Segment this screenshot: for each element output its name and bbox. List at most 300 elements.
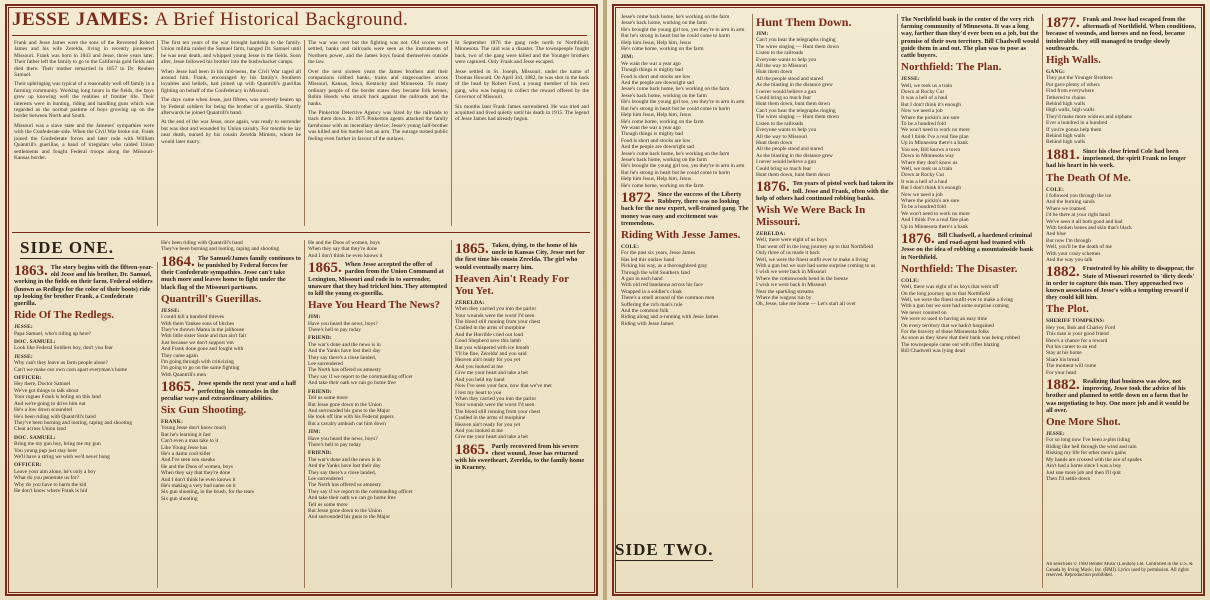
lyrics-block [1046,75,1196,145]
track-blurb: The Samuel/James family continues to be punished by Federal forces for their Confederate sympathies. Jesse can't take much more and leaves home to fight under the black flag of the Missouri partisans. [161,254,301,291]
lyric-line: As soon as they knew that their bank was being robbed [901,335,1020,342]
lyric-line: He and the Doos of women, boys [161,463,234,470]
lyric-line: When they carried you into the parlor [455,306,537,313]
lyric-line: With a gun but we sure had some surprise coming to us [756,262,876,269]
speaker: OFFICER: [14,462,42,469]
lyric-line: Give me your heart and take a bet [455,434,528,441]
lyric-line: Wrapped in a soldier's cloak [621,288,682,295]
lyric-line: Picking his way, as a thoroughbred gray [621,263,708,270]
lyrics-col-8 [1046,14,1196,558]
speaker: JESSE: [1046,431,1065,438]
lyric-line: Hunt them down [756,69,793,76]
lyric-line: I never would believe a gun [756,159,817,166]
lyric-line: Find from everywhere [1046,88,1095,95]
lyrics-block [1046,437,1196,482]
lyric-line: He's come home, working on the farm [621,46,704,53]
lyric-line: Share his bread [1046,356,1080,363]
lyric-line: And you looked at me [455,427,503,434]
lyrics-block [756,37,894,178]
track-title: High Walls. [1046,54,1101,67]
lyric-line: With your crazy schemes [1046,250,1101,257]
lyric-line: Only three of us made it back [756,250,820,257]
speaker: JIM: [308,314,321,321]
lyric-line: Through the wild Southern land [621,269,690,276]
lyric-line: Bill Chadwell was lying dead [901,348,965,355]
lyric-line: Cradled in the arms of morphine [455,325,526,332]
lyric-line: Behind high walls [1046,139,1086,146]
speaker: COLE: [1046,186,1065,193]
lyric-line: They say there's a close landed, [308,469,377,476]
track-year: 1865. [455,441,489,458]
lyrics-col-5 [621,14,749,588]
lyric-line: And the people are downright sad [621,144,694,151]
lyric-line: Leave your aim alone, he's only a boy [14,468,96,475]
lyric-line: And the people are downright sad [621,80,694,87]
lyric-line: For so long now I've been a-plot riding [1046,437,1131,444]
history-paragraph: Six months later Frank James surrendered. He was tried and acquitted and lived quietly until his death in 1915. The legend of Jesse James had already begun. [455,103,589,123]
column-divider [451,240,452,588]
lyric-line: Jesse's come back home, he's working on the farm [621,86,730,93]
lyric-line: Good Shepherd save this lamb [455,338,521,345]
lyric-line: And the Yanks have lost their day [308,348,381,355]
lyric-line: There's hell to pay today [308,327,362,334]
lyric-line: Put his career to an end [1046,344,1097,351]
track-title: Northfield: The Plan. [901,61,1002,74]
track-year: 1882. [1046,377,1080,394]
track-blurb: The story begins with the fifteen-year-old Jesse and his brother, Dr. Samuel, working in the fields on their farm. Federal soldiers (known as Redlegs for the color of their boots) ride up looking for brother Frank, a Confederate guerilla. [14,264,154,308]
speaker: FRIEND: [308,335,332,342]
lyric-line: We won't need to work no more [901,127,970,134]
lyrics-block [901,83,1039,230]
history-paragraph: Over the next sixteen years the James brothers and their companions robbed banks, trains and stagecoaches across Missouri, Kansas, Iowa, Kentucky and Minnesota. To many ordinary people of the border states they became folk heroes, Robin Hoods who struck back against the railroads and the banks. [308,68,448,107]
history-col-2 [161,40,301,228]
lyric-line: Riding along and a-running with Jesse James [621,314,719,321]
lyric-line: Why do you have to harm the kid [14,481,87,488]
lyric-line: Help him Jesus, Help him, Jesus [621,112,691,119]
lyric-line: For your head [1046,369,1077,376]
lyric-line: Food is short and stocks are low [621,73,691,80]
track-title: The Death Of Me. [1046,171,1131,184]
lyric-line: All the way to Missouri [756,133,808,140]
lyric-line: They came again [161,352,198,359]
lyric-line: Everyone wants to help you [756,56,817,63]
history-paragraph: The first ten years of the war brought hardship to the family. Union militia raided the Samuel farm, hanged Dr. Samuel until he was near death, and whipped young Jesse in the fields. Soon after, Jesse followed his brother into the bushwhacker camps. [161,40,301,66]
lyric-line: Here's a chance for a reward [1046,337,1108,344]
column-divider [304,40,305,226]
track-title: Have You Heard The News? [308,299,440,312]
lyric-line: Give me your heart and take a bet [455,370,528,377]
speaker: ZERELDA: [756,230,786,237]
lyric-line: The war's done and the news is in [308,456,381,463]
lyric-line: When they say that they're done [161,470,231,477]
lyric-line: Hunt them down, hunt them down [756,171,830,178]
lyric-line: On the long journey up to that Northfield [901,290,990,297]
lyric-line: On every territory that we hadn't bargained [901,322,994,329]
track-year: 1877. [1046,15,1080,31]
lyric-line: Can't you hear the telegraphs ringing [756,37,836,44]
title-main: JESSE JAMES [12,9,143,30]
lyric-line: Have you heard the news, boys? [308,320,378,327]
lyric-line: Can't you hear the telegraphs ringing [756,107,836,114]
lyric-line: There's a smell around of the common men [621,295,715,302]
lyric-line: Young Jesse don't know much [161,425,227,432]
lyric-line: Now we need a job [901,191,943,198]
lyric-line: The wires singing — Hunt them down [756,114,839,121]
lyric-line: This man is your good friend [1046,331,1109,338]
lyric-line: Listen to the railroads [756,50,804,57]
speaker: JIM: [621,54,634,61]
lyric-line: Now I've seen your face, now that we've met [455,383,552,390]
lyric-line: Ain't had a home since I was a boy [1046,463,1122,470]
lyric-line: He's brought the young girl too, yes they're in arm in arm [621,163,745,170]
history-paragraph: The Pinkerton Detective Agency was hired by the railroads to track them down. In 1875 Pinkerton agents attacked the family farmhouse with an incendiary device; Jesse's young half-brother was killed and his mother lost an arm. The outrage turned public feeling even further in favour of the outlaws. [308,110,448,142]
lyric-line: Six gun shooting, in the brush, for the tears [161,489,255,496]
lyrics-block [756,237,894,307]
lyric-line: Six gun shooting [161,495,198,502]
track-year: 1865. [308,260,342,277]
lyric-line: He's brought the young girl too, yes they're in arm in arm [621,26,745,33]
lyric-line: Where the pickin's are sure [901,114,960,121]
lyric-line: We've seen it all both good and bad [1046,218,1123,225]
lyric-line: Suffering the rich man's rule [621,301,683,308]
track-blurb: The Northfield bank in the center of the very rich farming community of Minnesota. It was a long way, farther than they'd ever been on a job, but the promise of their own territory. Bill Chadwell would guide them in and out. The plan was to pose as cattle buyers. [901,16,1039,60]
lyric-line: It was a hell of a haul [901,95,948,102]
lyric-line: I wish we were back in Missouri [756,269,827,276]
lyric-line: Cradled in the arms of morphine [455,415,526,422]
track-title: One More Shot. [1046,416,1121,429]
lyric-line: And Frank done gone and fought with [161,346,244,353]
right-panel [607,0,1210,600]
lyric-line: Near the sparkling streams [756,288,814,295]
lyric-line: My hands are crossed with the ace of spades [1046,456,1142,463]
track-title: Six Gun Shooting. [161,403,247,416]
lyric-line: Ever a hundred in a hundred [1046,120,1108,127]
lyric-line: But Jesse gone down to the Union [308,401,382,408]
page-title: JESSE JAMES: A Brief Historical Background. [12,9,587,36]
lyric-line: Bring me my gun boy, bring me my gun [14,441,101,448]
lyric-line: Have you heard the news, boys? [308,435,378,442]
lyric-line: Your wounds were the worst I'd seen [455,312,535,319]
lyric-line: Well, we were the finest outfit ever to make a living [756,256,868,263]
lyric-line: All the people stood and stared [756,75,823,82]
track-title: Heaven Ain't Ready For You Yet. [455,272,569,297]
lyric-line: The war's done and the news is in [308,341,381,348]
speaker: DOC. SAMUEL: [14,434,56,441]
track-blurb: Realizing that business was slow, not improving, Jesse took the advice of his brother and planned to settle down on a farm that he was negotiating to buy. One more job and it would be all over. [1046,378,1190,414]
lyric-line: And the way you talk [1046,256,1093,263]
lyric-line: Where they don't know us [901,159,958,166]
lyric-line: With Quantrill's men [161,371,207,378]
lyric-line: He don't know where Frank is hid [14,487,88,494]
lyric-line: Has led this outlaw band [621,256,675,263]
lyric-line: Where the wagons run by [756,295,812,302]
lyric-line: He and the Doos of women, boys [308,240,381,246]
lyric-line: The blood still running from your chest [455,319,541,326]
lyric-line: We want the war a year ago [621,60,681,67]
lyric-line: But he's strong in heart but he could come to harm [621,105,730,112]
lyric-line: They'd make more widows and orphans [1046,113,1132,120]
lyric-line: The wires singing — Hunt them down [756,43,839,50]
lyric-line: Hey there, Doctor Samuel [14,381,71,388]
lyric-line: With little sister Susie and that ain't fair [161,333,247,340]
lyric-line: Look like Federal Soldiers boy, don't you fear [14,345,113,352]
track-year: 1876. [756,179,790,196]
history-col-3 [308,40,448,228]
track-year: 1863. [14,263,48,279]
lyric-line: You see, Bill knows a town [901,146,961,153]
track-year: 1881. [1046,146,1080,163]
history-paragraph: The days came when Jesse, just fifteen, was severely beaten up by Federal soldiers for being the brother of a guerilla. Shortly afterwards he joined Quantrill's band. [161,97,301,117]
lyric-line: When they say that they're done [308,246,378,253]
lyric-line: I'm going to go on the same fighting [161,365,240,372]
history-paragraph: Frank and Jesse James were the sons of the Reverend Robert James and his wife Zerelda, living in recently pioneered Missouri. Frank was born in 1843 and Jesse, three years later. Their father left the family to go to the California gold fields and died there. Their mother remarried in 1857 to Dr. Reuben Samuel. [14,40,154,79]
lyric-line: Your wounds were the worst I'd seen [455,402,535,409]
lyric-line: Well, there were eight of us boys [756,237,827,244]
lyric-line: Where the cottonwoods bend in the breeze [756,275,848,282]
speaker: JIM: [308,429,321,436]
lyric-line: But he's strong in heart but he could come to harm [621,33,730,40]
history-paragraph: When Jesse had been in his mid-teens, the Civil War raged all around him. Frank, encouraged by his family's Southern loyalties and beliefs, had joined up with Quantrill's guerillas fighting on behalf of the Confederacy in Missouri. [161,68,301,94]
column-divider [897,14,898,588]
lyric-line: And the common folk [621,308,669,315]
lyric-line: To be a hundred fold [901,204,946,211]
speaker: GANG: [1046,69,1065,76]
speaker: FRANK: [161,418,184,425]
lyric-line: You young pup just stay here [14,447,77,454]
lyric-line: But he's learning it fast [161,431,211,438]
lyric-line: And you held my hand [455,376,505,383]
lyric-line: And we're going to drive him out [14,400,86,407]
lyric-line: He's brought the young girl too, yes they're in arm in arm [621,99,745,106]
lyric-line: He's making a very bad name on it [161,482,236,489]
lyrics-block [161,425,301,502]
lyric-line: And the burning sands [1046,199,1095,206]
left-panel [0,0,603,600]
lyric-line: Well, you'll be the death of me [1046,244,1112,251]
track-year: 1864. [161,253,195,270]
track-blurb: When Jesse accepted the offer of pardon from the Union Command at Lexington, Missouri and rode in to surrender, unaware that they had tricked him. They attempted to kill the young ex-guerilla. [308,261,447,298]
lyric-line: And the Yanks have lost their day [308,463,381,470]
lyric-line: Jesse's back home, working on the farm [621,156,707,163]
lyric-line: I could kill a hundred thieves [161,314,225,321]
lyrics-block [161,314,301,378]
lyric-line: Where we roamed [1046,205,1086,212]
lyrics-col-7 [901,14,1039,588]
lyric-line: The North has offered us amnesty [308,482,382,489]
lyrics-col-4 [455,240,589,588]
lyric-line: As the blasting in the distance grew [756,82,833,89]
lyric-line: They've been burning and looting, raping and shooting [14,419,133,426]
track-title: Ride Of The Redlegs. [14,309,115,322]
lyrics-block [455,306,589,441]
lyric-line: Down at Rocky Cut [901,89,944,96]
column-divider [157,262,158,588]
lyric-line: He's come home, working on the farm [621,182,704,189]
lyric-line: But he's strong in heart but he could come to harm [621,169,730,176]
lyric-line: He's been riding with Quantrill's band [14,413,96,420]
lyric-line: They've been burning and looting, raping and shooting [161,246,280,253]
track-blurb: Taken, dying, to the home of his uncle in Kansas City, Jesse met for the first time his cousin Zerelda. The girl who would eventually marry him. [455,242,585,271]
lyric-line: And the Horrible cried out loud [455,331,524,338]
lyric-line: I'd be there at your right hand [1046,212,1110,219]
lyric-line: Where the pickin's are sure [901,197,960,204]
speaker: JESSE: [14,324,33,331]
speaker: DOC. SAMUEL: [14,339,56,346]
lyric-line: And you looked at me [455,363,503,370]
speaker: JIM: [756,31,769,37]
lyric-line: We want the war a year ago [621,124,681,131]
lyric-line: He's been riding with Quantrill's band [161,240,243,246]
lyric-line: With broken bones and skin that's black [1046,224,1132,231]
track-year: 1876. [901,230,935,247]
speaker: COLE: [621,243,640,250]
lyric-line: And surrounded his guns to the Major [308,514,391,521]
lyrics-col-3 [308,240,448,588]
lyric-line: Help him Jesus, Help him, Jesus [621,39,691,46]
column-divider [752,14,753,588]
column-divider [451,40,452,226]
track-year: 1882. [1046,264,1080,281]
lyric-line: We were so used to having an easy time [901,316,988,323]
lyric-line: And blue [1046,231,1066,238]
lyric-line: Though things is mighty bad [621,131,683,138]
lyric-line: Can't we make our own corn apart everyman's home [14,366,128,373]
track-title: Quantrill's Guerillas. [161,292,262,305]
lyric-line: Tell us some more [308,395,348,402]
lyric-line: Oh, Jesse, take me home — Let's start all over [756,301,856,308]
track-title: Wish We Were Back In Missouri. [756,203,866,228]
lyric-line: And take their oath we can go home free [308,495,396,502]
track-blurb: Jesse spends the next year and a half perfecting his comrades in the peculiar ways and extraordinary abilities. [161,380,297,402]
history-paragraph: At the end of the war Jesse, once again, was ready to surrender but was shot and wounded by Union cavalry. For months he lay near death, nursed by his cousin Zerelda Mimms, whom he would later marry. [161,119,301,145]
column-divider [1042,14,1043,588]
lyric-line: Jesse's back home, working on the farm [621,20,707,27]
history-col-4 [455,40,589,228]
speaker: OFFICER: [14,375,42,382]
lyric-line: But you whispered with ice breath [455,344,530,351]
lyric-line: I never would believe a gun [756,88,817,95]
lyric-line: Down in Minnesota way [901,153,955,160]
speaker: JESSE: [901,76,920,83]
track-blurb: Partly recovered from his severe chest wound, Jesse has returned with his sweetheart, Zerelda, to the family home in Kearney. [455,442,585,472]
lyric-line: Could bring so much fear [756,165,812,172]
lyric-line: He took off line with his Federal papers [308,414,394,421]
lyric-line: They put the Younger Brothers [1046,75,1113,82]
lyric-line: We've got things to talk about [14,387,79,394]
lyric-line: A gun in each hand [621,276,663,283]
lyric-line: Tethered to chains [1046,94,1086,101]
speaker: COLE: [901,277,920,284]
section-rule [12,232,590,233]
lyric-line: Just because we don't support 'em [161,339,234,346]
lyric-line: And surrounded his guns to the Major [308,407,391,414]
lyric-line: But a cavalry ambush cut him down [308,420,386,427]
lyric-line: All the people stood and stared [756,146,823,153]
lyric-line: Lee surrendered [308,361,343,368]
lyric-line: They say if we report to the commanding officer [308,373,413,380]
lyric-line: Behind high walls [1046,101,1086,108]
lyric-line: Put gave plenty of others [1046,81,1100,88]
lyric-line: Heaven ain't ready for you yet [455,421,521,428]
lyric-line: But Jesse gone down to the Union [308,508,382,515]
lyric-line: Well, we were the finest outfit ever to make a living [901,297,1013,303]
lyric-line: Now we need a job [901,108,943,115]
lyric-line: Hunt them down, hunt them down [756,101,830,108]
lyric-line: Behind high walls [1046,133,1086,140]
lyric-line: And I've seen son sneaks [161,457,215,464]
lyric-line: That went off in the long journey up to that Northfield [756,243,873,250]
lyric-line: Well, we took us a train [901,82,953,89]
lyric-line: If you're gonna help them [1046,126,1102,133]
lyrics-block [901,284,1039,354]
lyric-line: High walls, high walls [1046,107,1095,114]
lyric-line: Food is short and stocks are low [621,137,691,144]
track-year: 1865. [161,379,195,396]
history-paragraph: Missouri was a slave state and the Jameses' sympathies were with the Confederate side. When the Civil War broke out, Frank joined the Confederate forces and later rode with William Quantrill's guerillas, a band of irregulars who raided Union settlements and fought Federal troops along the Missouri-Kansas border. [14,122,154,161]
lyric-line: But I don't think it's enough [901,185,961,192]
lyric-line: When they carried you into the parlor [455,395,537,402]
lyric-line: Hunt them down [756,139,793,146]
lyric-line: Why can't they leave us farm people alone? [14,360,108,367]
lyric-line: The North has offered us amnesty [308,367,382,374]
lyrics-col-2 [161,240,301,588]
lyric-line: But I don't think it's enough [901,101,961,108]
lyric-line: Tell us some more [308,501,348,508]
lyric-line: Heaven ain't ready for you yet [455,357,521,364]
track-blurb: Frustrated by his ability to disappear, the State of Missouri resorted to 'dirty deeds' in order to capture this man. They approached two known associates of Jesse's with a tempting reward if they could kill him. [1046,265,1195,302]
lyric-line: Jesse's back home, working on the farm [621,92,707,99]
title-sub: A Brief Historical Background. [154,9,409,30]
lyric-line: 'I'll be fine, Zerelda' and you said [455,351,527,358]
lyrics-block [1046,193,1196,263]
column-divider [304,240,305,588]
lyric-line: What do you penetrate us for? [14,475,80,482]
track-year: 1872. [621,189,655,206]
lyric-line: As the blasting in the distance grew [756,152,833,159]
lyric-line: Your rogues Frank is holing on this land [14,394,101,401]
lyric-line: Risking my life for other men's gains [1046,450,1127,457]
lyric-line: With old red bandanna across his face [621,282,703,289]
lyric-line: And I think I've a real fine plan [901,133,969,140]
history-paragraph: In September 1876 the gang rode north to Northfield, Minnesota. The raid was a disaster. The townspeople fought back, two of the gang were killed and the Younger brothers were captured. Only Frank and Jesse escaped. [455,40,589,66]
track-blurb: Ten years of pistol work had taken its toll. Jesse and Frank, often with the help of others had continued robbing banks. [756,180,894,202]
lyric-line: Like Young Jesse has [161,444,208,451]
lyric-line: Well, there was eight of us boys that went off [901,284,999,291]
lyric-line: It was a hell of a haul [901,178,948,185]
lyric-line: They've thrown Mama in the jailhouse [161,327,245,334]
lyrics-block [621,14,749,189]
lyric-line: And I think I've a real fine plan [901,217,969,224]
lyric-line: Up in Minnesota there's a bank [901,140,968,147]
side-two-heading: SIDE TWO. [615,540,714,559]
lyric-line: I wish we were back in Missouri [756,282,827,289]
track-blurb: Bill Chadwell, a hardened criminal and road-agent had teamed with Jesse on the idea of robbing a mountainside bank in Northfield. [901,231,1034,261]
lyric-line: Clear across Union land [14,426,66,433]
lyric-line: With a gun but we sure had some surprise coming [901,303,1009,310]
lyric-line: Listen to the railroads [756,120,804,127]
lyric-line: Well, we took us a train [901,165,953,172]
lyric-line: To be a hundred fold [901,121,946,128]
lyric-line: For the bravery of those Minnesota folks [901,329,990,336]
track-title: The Plot. [1046,303,1089,316]
speaker: ZERELDA: [455,299,485,306]
lyric-line: Hey you, Bob and Charley Ford [1046,324,1116,331]
lyric-line: Help him Jesus, Help him, Jesus [621,176,691,183]
lyric-line: The townspeople came out with rifles blazing [901,341,1000,348]
speaker: FRIEND: [308,450,332,457]
side-one-heading: SIDE ONE. [20,238,115,257]
copyright-credits: All selections © 1980 Render Music (London) Ltd. Controlled in the U.S. & Canada by Irving Music, Inc. (BMI). Lyrics used by permission. All rights reserved. Reproduction prohibited. [1046,562,1193,579]
